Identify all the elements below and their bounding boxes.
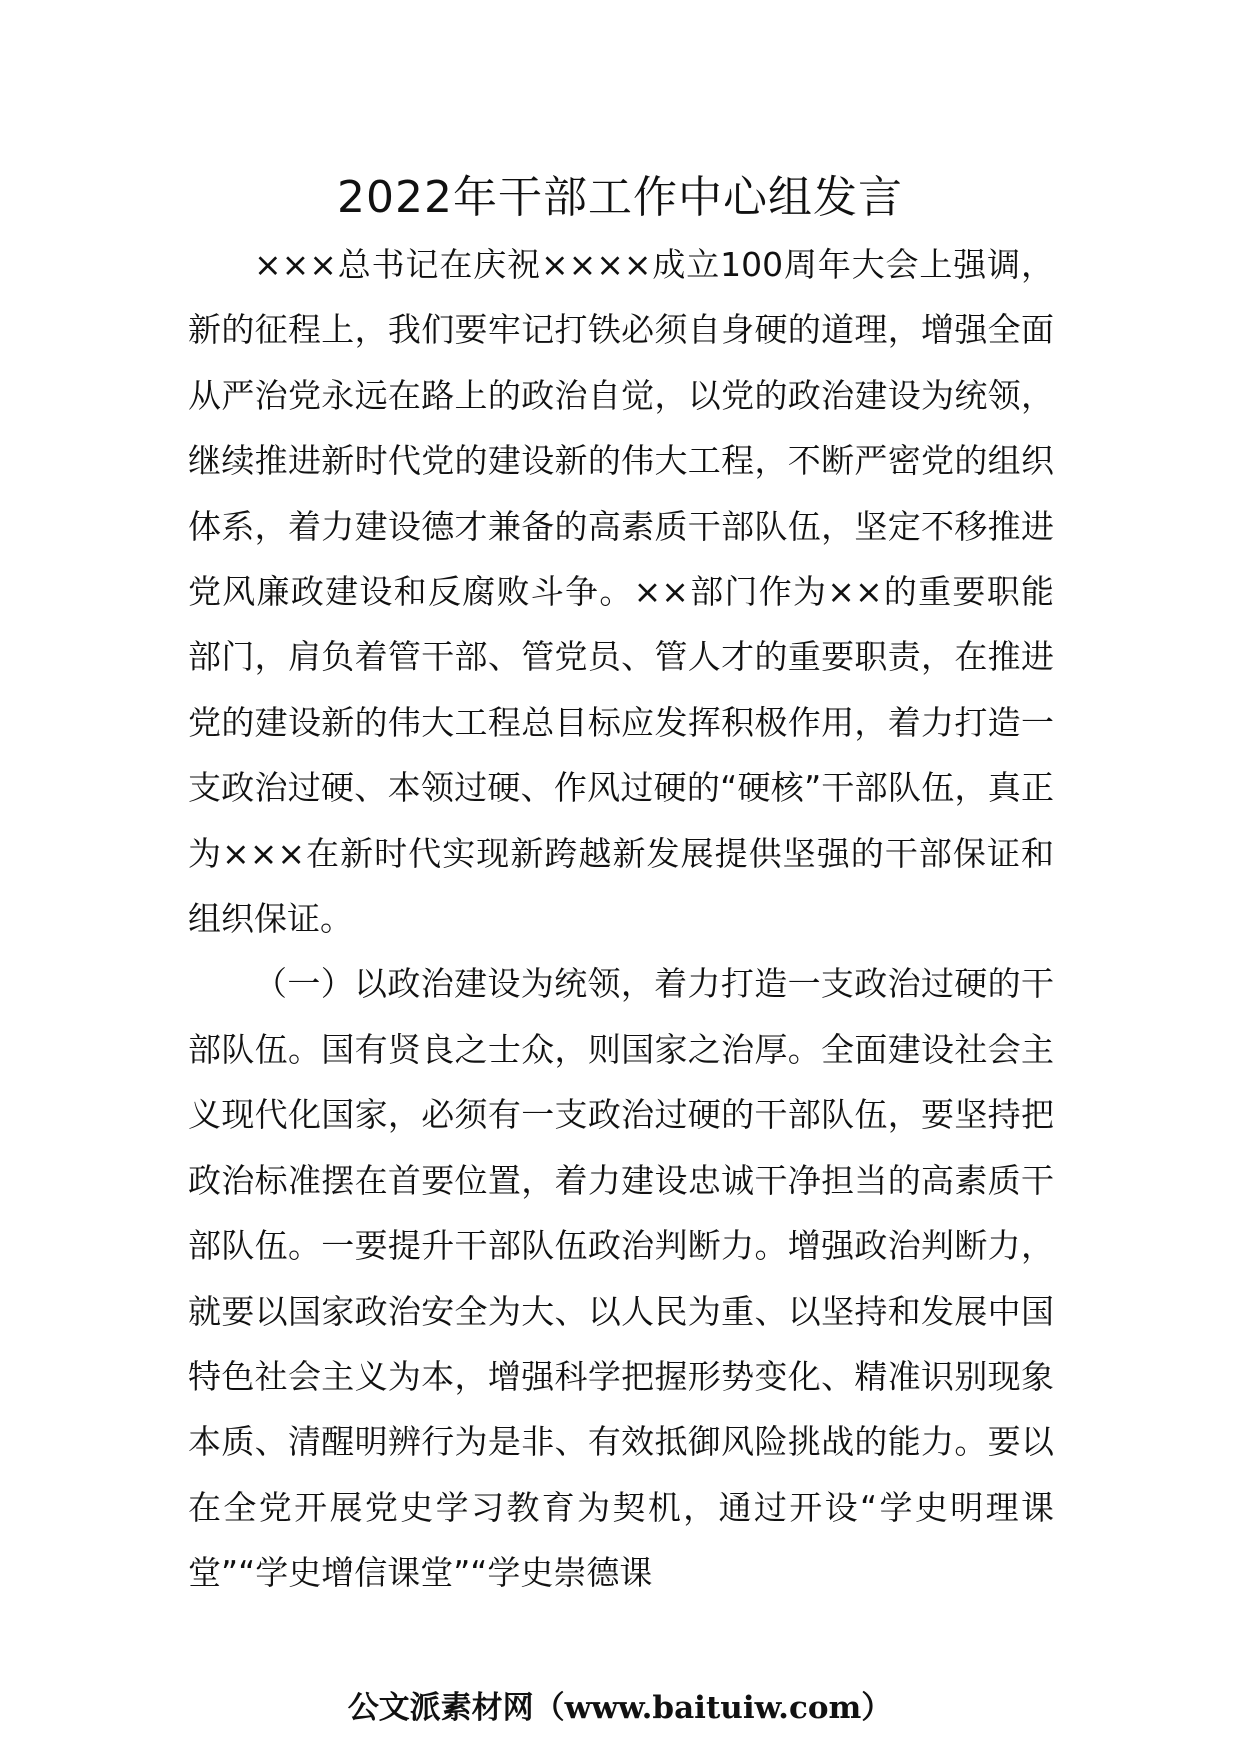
paragraph-intro-text: ×××总书记在庆祝××××成立100周年大会上强调，新的征程上，我们要牢记打铁必须自身硬的道理，增强全面从严治党永远在路上的政治自觉，以党的政治建设为统领，继续推进新时代党的建设新的伟大工程，不断严密党的组织体系，着力建设德才兼备的高素质干部队伍，坚定不移推进党风廉政建设和反腐败斗争。××部门作为××的重要职能部门，肩负着管干部、管党员、管人才的重要职责，在推进党的建设新的伟大工程总目标应发挥积极作用，着力打造一支政治过硬、本领过硬、作风过硬的“硬核”干部队伍，真正为×××在新时代实现新跨越新发展提供坚强的干部保证和组织保证。 <box>188 245 1054 939</box>
document-title: 2022年干部工作中心组发言 <box>337 172 903 223</box>
paragraph-section-one <box>188 951 1054 1605</box>
paragraph-intro <box>188 232 1054 951</box>
section-one-heading: （一）以政治建设为统领，着力打造一支政治过硬的干部队伍。 <box>188 964 1054 1069</box>
section-one-text: 国有贤良之士众，则国家之治厚。全面建设社会主义现代化国家，必须有一支政治过硬的干部队伍，要坚持把政治标准摆在首要位置，着力建设忠诚干净担当的高素质干部队伍。一要提升干部队伍政治判断力。增强政治判断力，就要以国家政治安全为大、以人民为重、以坚持和发展中国特色社会主义为本，增强科学把握形势变化、精准识别现象本质、清醒明辨行为是非、有效抵御风险挑战的能力。要以在全党开展党史学习教育为契机，通过开设“学史明理课堂”“学史增信课堂”“学史崇德课 <box>188 1029 1055 1593</box>
document-body <box>188 232 1054 1606</box>
footer-watermark: 公文派素材网（www.baituiw.com） <box>347 1690 893 1726</box>
